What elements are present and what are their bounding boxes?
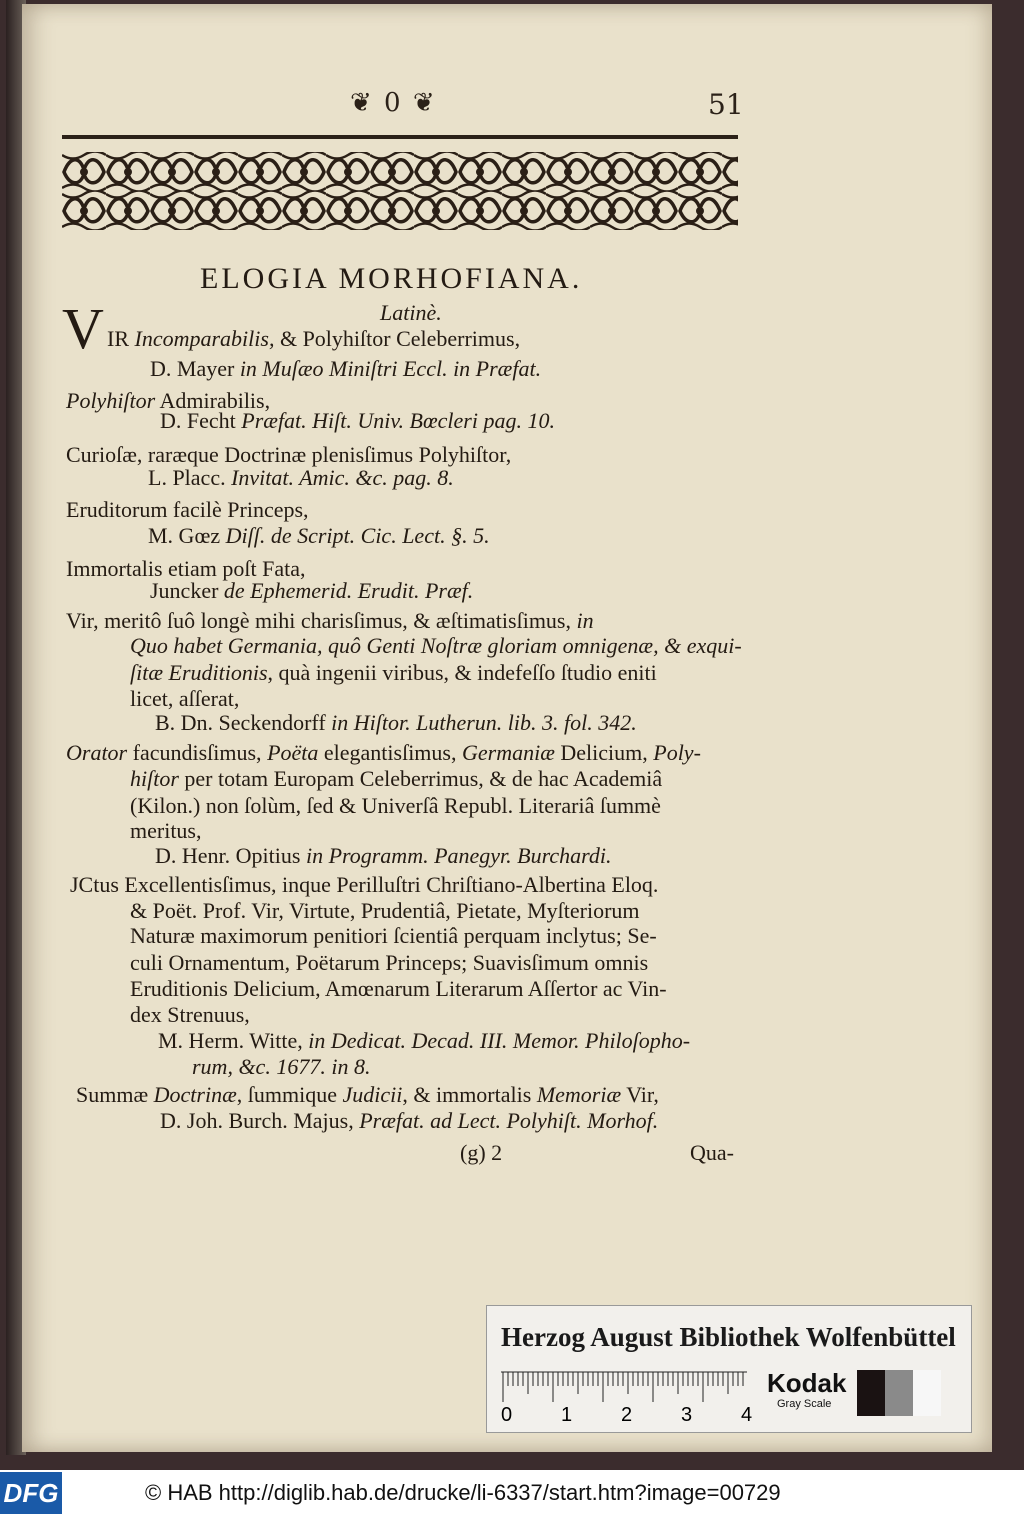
- decorative-band-icon: [62, 152, 738, 230]
- scale-number: 2: [621, 1404, 633, 1426]
- text-line: Quo habet Germania, quô Genti Noſtræ gloriam omnigenæ, & exqui-: [130, 633, 742, 658]
- citation-line: L. Placc. Invitat. Amic. &c. pag. 8.: [148, 465, 454, 490]
- scale-number: 4: [741, 1404, 753, 1426]
- dfg-logo[interactable]: DFG: [0, 1472, 62, 1514]
- signature-mark: (g) 2: [460, 1140, 503, 1165]
- gray-swatches: [857, 1370, 941, 1416]
- swatch-white: [913, 1370, 941, 1416]
- ruler-icon: [501, 1370, 747, 1408]
- text-line: Naturæ maximorum penitiori ſcientiâ perquam inclytus; Se-: [130, 923, 657, 948]
- drop-cap: V: [62, 296, 104, 361]
- citation-line: D. Joh. Burch. Majus, Præfat. ad Lect. Polyhiſt. Morhof.: [160, 1108, 659, 1133]
- text-line: meritus,: [130, 818, 202, 843]
- text-line: Vir, meritô ſuô longè mihi charisſimus, & æſtimatisſimus, in: [66, 608, 594, 633]
- text-line: Eruditionis Delicium, Amœnarum Literarum Aſſertor ac Vin-: [130, 976, 667, 1001]
- ruler-scale: [501, 1404, 761, 1426]
- copyright-link[interactable]: © HAB http://diglib.hab.de/drucke/li-6337/start.htm?image=00729: [145, 1480, 781, 1505]
- page-number: 51: [708, 88, 744, 121]
- swatch-black: [857, 1370, 885, 1416]
- scale-number: 0: [501, 1404, 513, 1426]
- text-line: culi Ornamentum, Poëtarum Princeps; Suavisſimum omnis: [130, 950, 649, 975]
- text-line: ſitæ Eruditionis, quà ingenii viribus, & indefeſſo ſtudio eniti: [130, 660, 657, 685]
- header-rule: [62, 135, 738, 139]
- citation-line: B. Dn. Seckendorff in Hiſtor. Lutherun. lib. 3. fol. 342.: [155, 710, 637, 735]
- page-title: ELOGIA MORHOFIANA.: [200, 262, 583, 295]
- scale-number: 1: [561, 1404, 573, 1426]
- text-line: hiſtor per totam Europam Celeberrimus, & de hac Academiâ: [130, 766, 663, 791]
- gray-scale-label: Gray Scale: [777, 1398, 832, 1410]
- text-line: dex Strenuus,: [130, 1002, 250, 1027]
- catchword: Qua-: [690, 1140, 734, 1165]
- text-line: IR Incomparabilis, & Polyhiſtor Celeberrimus,: [107, 326, 521, 351]
- scale-number: 3: [681, 1404, 693, 1426]
- text-line: licet, aſſerat,: [130, 686, 240, 711]
- subtitle-latine: Latinè.: [380, 300, 442, 325]
- header-ornament: ❦ 0 ❦: [350, 88, 437, 118]
- text-line: Summæ Doctrinæ, ſummique Judicii, & immortalis Memoriæ Vir,: [76, 1082, 659, 1107]
- text-line: Polyhiſtor Admirabilis,: [66, 388, 271, 413]
- swatch-gray: [885, 1370, 913, 1416]
- citation-line: D. Fecht Præfat. Hiſt. Univ. Bœcleri pag. 10.: [160, 408, 555, 433]
- text-line: Curioſæ, raræque Doctrinæ plenisſimus Polyhiſtor,: [66, 442, 512, 467]
- citation-line: D. Mayer in Muſæo Miniſtri Eccl. in Præfat.: [150, 356, 542, 381]
- text-line: Immortalis etiam poſt Fata,: [66, 556, 306, 581]
- citation-line: M. Herm. Witte, in Dedicat. Decad. III. Memor. Philoſopho-: [158, 1028, 691, 1053]
- citation-line: M. Gœz Diſſ. de Script. Cic. Lect. §. 5.: [148, 523, 490, 548]
- text-line: & Poët. Prof. Vir, Virtute, Prudentiâ, Pietate, Myſteriorum: [130, 898, 640, 923]
- library-name: Herzog August Bibliothek Wolfenbüttel: [501, 1322, 956, 1352]
- text-line: (Kilon.) non ſolùm, ſed & Univerſâ Republ. Literariâ ſummè: [130, 793, 661, 818]
- citation-line: rum, &c. 1677. in 8.: [192, 1054, 371, 1079]
- citation-line: Juncker de Ephemerid. Erudit. Præf.: [150, 578, 474, 603]
- citation-line: D. Henr. Opitius in Programm. Panegyr. Burchardi.: [155, 843, 612, 868]
- text-line: JCtus Excellentisſimus, inque Perilluſtri Chriſtiano-Albertina Eloq.: [70, 872, 659, 897]
- text-line: Orator facundisſimus, Poëta elegantisſimus, Germaniæ Delicium, Poly-: [66, 740, 701, 765]
- library-target-card: [486, 1305, 972, 1433]
- text-line: Eruditorum facilè Princeps,: [66, 497, 309, 522]
- kodak-brand: Kodak: [767, 1368, 847, 1398]
